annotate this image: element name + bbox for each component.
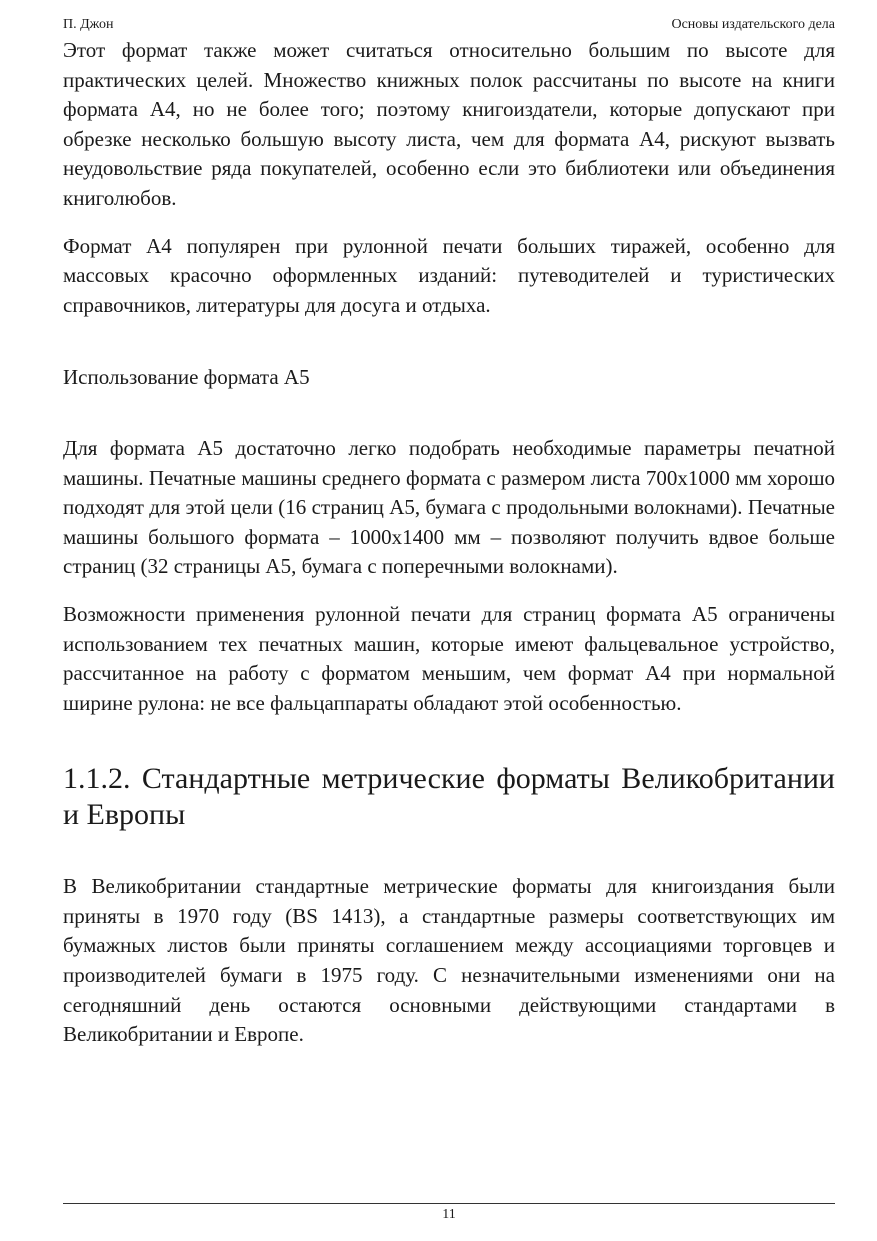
paragraph-a4-height: Этот формат также может считаться относительно большим по высоте для практических целей. Множество книжных полок рассчитаны по высоте на книги формата А4, но не более того; поэтому книгоиздатели, которые допускают при обрезке несколько большую высоту листа, чем для формата А4, рискуют вызвать неудовольствие ряда покупателей, особенно если это библиотеки или объединения книголюбов. (63, 38, 835, 210)
header-book-title: Основы издательского дела (671, 17, 835, 32)
subheading-a5-usage: Использование формата А5 (63, 365, 310, 390)
paragraph-a5-machines: Для формата А5 достаточно легко подобрать необходимые параметры печатной машины. Печатные машины среднего формата с размером листа 700x1000 мм хорошо подходят для этой цели (16 страниц А5, бумага с продольными волокнами). Печатные машины большого формата – 1000x1400 мм – позволяют получить вдвое больше страниц (32 страницы А5, бумага с поперечными волокнами). (63, 435, 835, 579)
paragraph-a4-roll-printing: Формат А4 популярен при рулонной печати больших тиражей, особенно для массовых красочно оформленных изданий: путеводителей и туристических справочников, литературы для досуга и отдыха. (63, 233, 835, 317)
running-header (63, 16, 835, 34)
page-body (63, 36, 835, 1050)
paragraph-uk-standards: В Великобритании стандартные метрические форматы для книгоиздания были приняты в 1970 году (BS 1413), а стандартные размеры соответствующих им бумажных листов были приняты соглашением между ассоциациями торговцев и производителей бумаги в 1975 году. С незначительными изменениями они на сегодняшний день остаются основными действующими стандартами в Великобритании и Европе. (63, 874, 835, 1047)
section-heading-metric-formats: 1.1.2. Стандартные метрические форматы Великобритании и Европы (63, 762, 835, 832)
footer-divider (63, 1203, 835, 1204)
page-number: 11 (442, 1207, 456, 1222)
header-author: П. Джон (63, 17, 114, 32)
document-page (63, 0, 835, 1241)
paragraph-a5-roll-printing: Возможности применения рулонной печати для страниц формата А5 ограничены использованием тех печатных машин, которые имеют фальцевальное устройство, рассчитанное на работу с форматом меньшим, чем формат А4 при нормальной ширине рулона: не все фальцаппараты обладают этой особенностью. (63, 601, 835, 715)
